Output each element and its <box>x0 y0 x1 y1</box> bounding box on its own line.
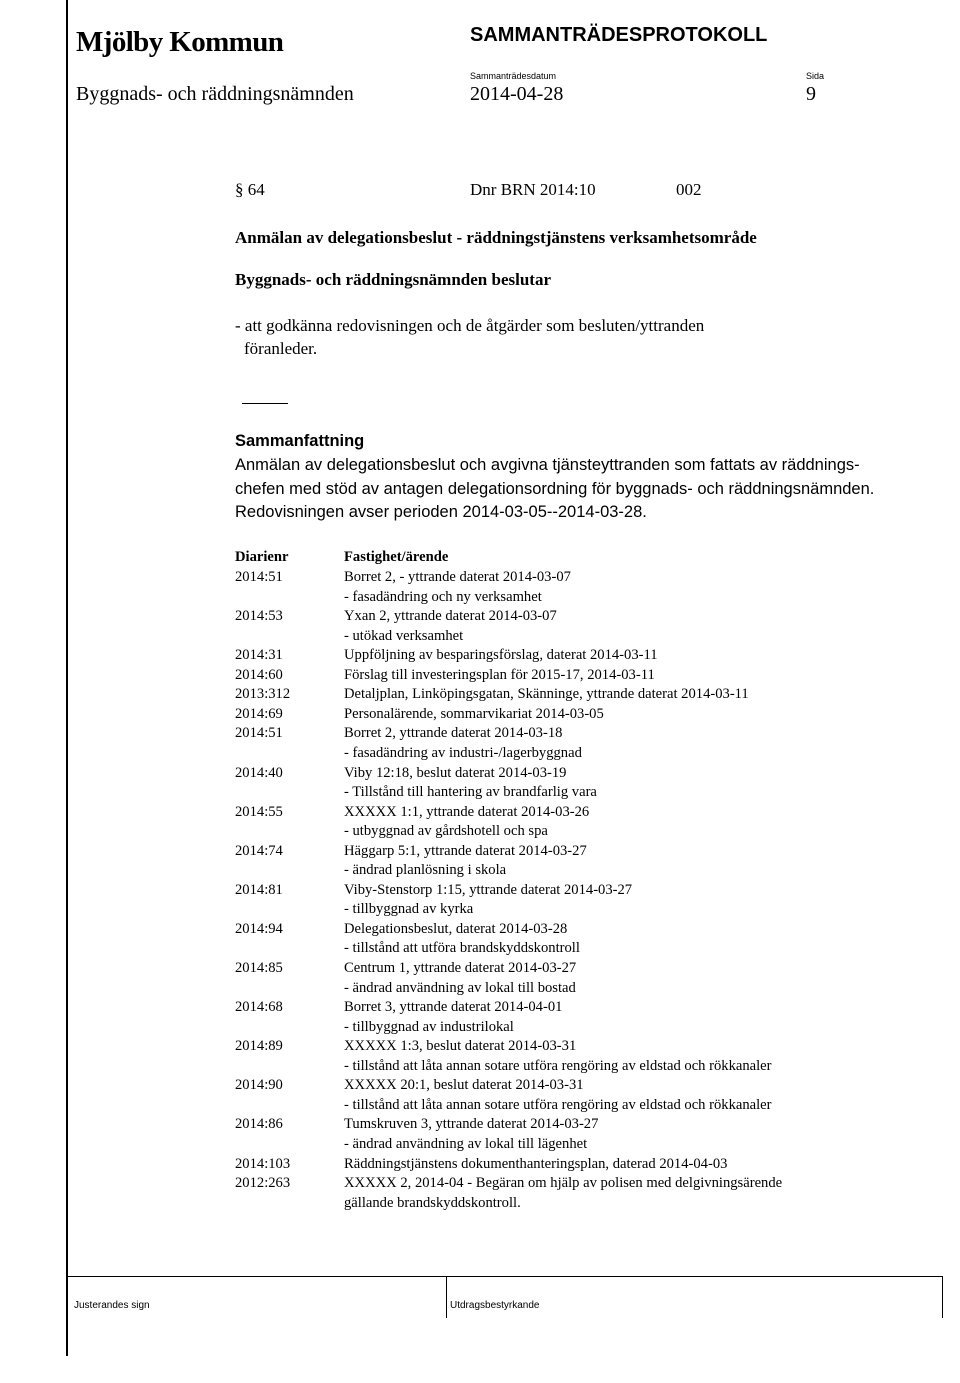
column-header-fastighet: Fastighet/ärende <box>344 549 449 565</box>
row-description: Delegationsbeslut, daterat 2014-03-28 <box>344 921 568 937</box>
row-diarienr: 2014:51 <box>235 725 283 741</box>
row-description: XXXXX 2, 2014-04 - Begäran om hjälp av polisen med delgivningsärende <box>344 1175 783 1191</box>
row-diarienr: 2014:68 <box>235 999 283 1015</box>
row-description: - ändrad planlösning i skola <box>344 862 507 878</box>
row-description: Räddningstjänstens dokumenthanteringsplan, daterad 2014-04-03 <box>344 1156 728 1172</box>
row-description: - fasadändring och ny verksamhet <box>344 589 542 605</box>
row-diarienr: 2012:263 <box>235 1175 291 1191</box>
row-diarienr: 2013:312 <box>235 686 291 702</box>
row-diarienr: 2014:74 <box>235 843 283 859</box>
row-description: - tillstånd att låta annan sotare utföra rengöring av eldstad och rökkanaler <box>344 1058 772 1074</box>
row-diarienr: 2014:85 <box>235 960 283 976</box>
section-number: § 64 <box>235 180 265 199</box>
row-description: Personalärende, sommarvikariat 2014-03-05 <box>344 706 604 722</box>
row-diarienr: 2014:94 <box>235 921 283 937</box>
row-diarienr: 2014:55 <box>235 804 283 820</box>
org-name: Mjölby Kommun <box>76 26 284 58</box>
row-description: - ändrad användning av lokal till bostad <box>344 980 576 996</box>
decision-heading: Byggnads- och räddningsnämnden beslutar <box>235 270 552 289</box>
row-diarienr: 2014:86 <box>235 1116 283 1132</box>
row-description: Häggarp 5:1, yttrande daterat 2014-03-27 <box>344 843 587 859</box>
row-description: Borret 2, - yttrande daterat 2014-03-07 <box>344 569 571 585</box>
row-description: XXXXX 20:1, beslut daterat 2014-03-31 <box>344 1077 584 1093</box>
row-diarienr: 2014:90 <box>235 1077 283 1093</box>
row-description: gällande brandskyddskontroll. <box>344 1195 521 1211</box>
page-number: 9 <box>806 83 816 105</box>
column-header-diarienr: Diarienr <box>235 549 289 565</box>
row-diarienr: 2014:81 <box>235 882 283 898</box>
footer-divider <box>446 1276 447 1318</box>
page-label: Sida <box>806 71 825 81</box>
item-title: Anmälan av delegationsbeslut - räddningstjänstens verksamhetsområde <box>235 228 757 247</box>
row-description: - tillbyggnad av industrilokal <box>344 1019 514 1035</box>
justerandes-sign-label: Justerandes sign <box>74 1300 150 1311</box>
committee-name: Byggnads- och räddningsnämnden <box>76 83 354 105</box>
row-description: - tillstånd att utföra brandskyddskontroll <box>344 940 580 956</box>
row-description: - fasadändring av industri-/lagerbyggnad <box>344 745 582 761</box>
decision-text-cont: föranleder. <box>244 339 318 358</box>
row-description: - ändrad användning av lokal till lägenhet <box>344 1136 588 1152</box>
meeting-date: 2014-04-28 <box>470 83 564 105</box>
row-diarienr: 2014:69 <box>235 706 283 722</box>
row-description: Borret 3, yttrande daterat 2014-04-01 <box>344 999 563 1015</box>
separator-line <box>242 403 288 404</box>
row-description: Detaljplan, Linköpingsgatan, Skänninge, yttrande daterat 2014-03-11 <box>344 686 749 702</box>
left-margin-line <box>66 0 68 1356</box>
decision-text: - att godkänna redovisningen och de åtgärder som besluten/yttranden <box>235 316 705 335</box>
row-description: Yxan 2, yttrande daterat 2014-03-07 <box>344 608 557 624</box>
document-type: SAMMANTRÄDESPROTOKOLL <box>470 24 768 46</box>
row-description: Förslag till investeringsplan för 2015-17, 2014-03-11 <box>344 667 655 683</box>
footer-rule <box>66 1276 942 1277</box>
row-diarienr: 2014:40 <box>235 765 283 781</box>
row-description: - utbyggnad av gårdshotell och spa <box>344 823 548 839</box>
dnr-code: 002 <box>676 180 702 199</box>
row-description: Viby-Stenstorp 1:15, yttrande daterat 2014-03-27 <box>344 882 633 898</box>
row-diarienr: 2014:51 <box>235 569 283 585</box>
row-description: Centrum 1, yttrande daterat 2014-03-27 <box>344 960 577 976</box>
row-description: Tumskruven 3, yttrande daterat 2014-03-27 <box>344 1116 599 1132</box>
row-description: XXXXX 1:1, yttrande daterat 2014-03-26 <box>344 804 590 820</box>
row-diarienr: 2014:103 <box>235 1156 291 1172</box>
row-description: Viby 12:18, beslut daterat 2014-03-19 <box>344 765 567 781</box>
row-diarienr: 2014:53 <box>235 608 283 624</box>
row-diarienr: 2014:60 <box>235 667 283 683</box>
row-description: - tillstånd att låta annan sotare utföra rengöring av eldstad och rökkanaler <box>344 1097 772 1113</box>
row-diarienr: 2014:89 <box>235 1038 283 1054</box>
summary-line: chefen med stöd av antagen delegationsordning för byggnads- och räddningsnämnden. <box>235 480 875 498</box>
row-description: - tillbyggnad av kyrka <box>344 901 474 917</box>
footer-divider-right <box>942 1276 943 1318</box>
row-description: XXXXX 1:3, beslut daterat 2014-03-31 <box>344 1038 577 1054</box>
row-diarienr: 2014:31 <box>235 647 283 663</box>
utdragsbestyrkande-label: Utdragsbestyrkande <box>450 1300 540 1311</box>
row-description: Borret 2, yttrande daterat 2014-03-18 <box>344 725 563 741</box>
row-description: Uppföljning av besparingsförslag, daterat 2014-03-11 <box>344 647 658 663</box>
summary-line: Anmälan av delegationsbeslut och avgivna tjänsteyttranden som fattats av räddnings- <box>235 456 860 474</box>
summary-line: Redovisningen avser perioden 2014-03-05--2014-03-28. <box>235 503 647 521</box>
dnr: Dnr BRN 2014:10 <box>470 180 596 199</box>
summary-heading: Sammanfattning <box>235 432 365 450</box>
row-description: - utökad verksamhet <box>344 628 464 644</box>
row-description: - Tillstånd till hantering av brandfarlig vara <box>344 784 597 800</box>
date-label: Sammanträdesdatum <box>470 71 557 81</box>
